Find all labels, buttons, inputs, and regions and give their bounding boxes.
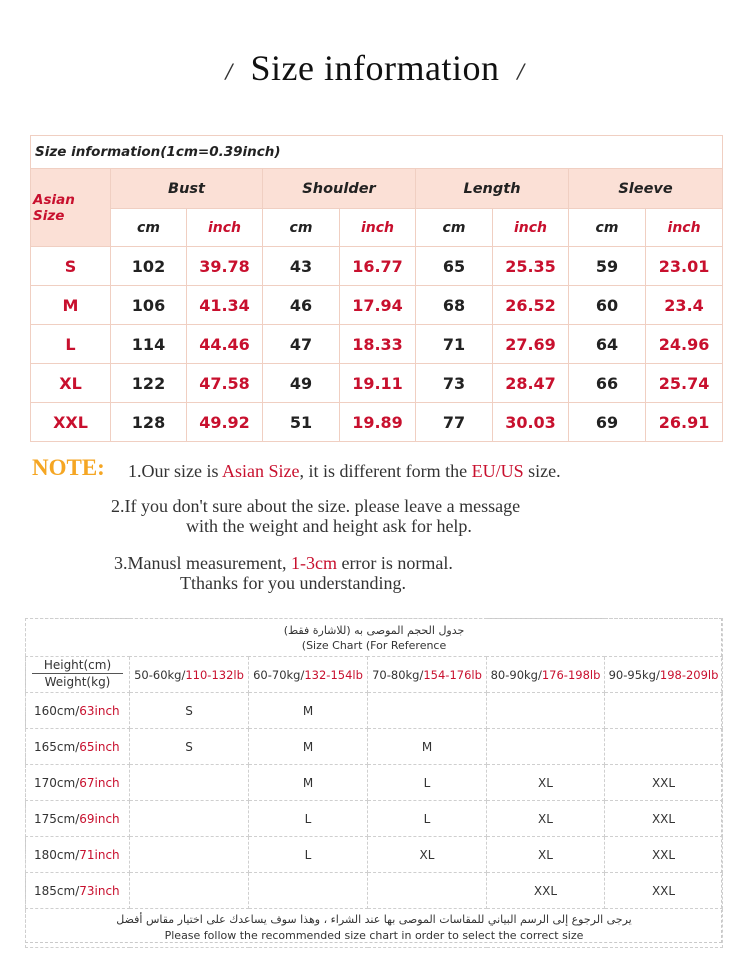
chart-cell: XL <box>487 765 605 801</box>
asian-size-header: Asian Size <box>31 169 111 247</box>
table-row <box>31 247 723 286</box>
chart-cell: XXL <box>487 873 605 909</box>
table-cell: 49 <box>263 364 340 403</box>
weight-kg: 50-60kg/ <box>134 667 186 682</box>
table-cell: 77 <box>416 403 493 442</box>
weight-lb: 154-176lb <box>423 667 482 682</box>
chart-cell: S <box>130 729 249 765</box>
unit-cm: cm <box>111 209 187 247</box>
table-cell: 24.96 <box>646 325 723 364</box>
chart-cell: L <box>368 801 487 837</box>
note-1-highlight: EU/US <box>471 461 524 481</box>
chart-cell <box>130 837 249 873</box>
chart-row <box>26 837 723 873</box>
weight-kg: 80-90kg/ <box>490 667 542 682</box>
table-cell: 27.69 <box>493 325 569 364</box>
table-cell: 66 <box>569 364 646 403</box>
table-row <box>31 403 723 442</box>
unit-cm: cm <box>569 209 646 247</box>
table-cell: 26.91 <box>646 403 723 442</box>
note-2-line-1: 2.If you don't sure about the size. please leave a message <box>111 496 521 516</box>
height-cell <box>26 693 130 729</box>
height-inch: 73inch <box>79 883 120 898</box>
unit-cm: cm <box>263 209 340 247</box>
chart-cell <box>487 729 605 765</box>
chart-cell: XXL <box>605 801 723 837</box>
chart-cell <box>605 729 723 765</box>
height-inch: 65inch <box>79 739 120 754</box>
table-cell: 19.89 <box>340 403 416 442</box>
table-cell: 30.03 <box>493 403 569 442</box>
table-cell: 59 <box>569 247 646 286</box>
title-slash-left: / <box>225 59 233 83</box>
chart-cell <box>368 693 487 729</box>
height-cell <box>26 873 130 909</box>
table-cell: 17.94 <box>340 286 416 325</box>
size-chart-title-arabic: جدول الحجم الموصى به (للاشارة فقط) <box>283 623 465 637</box>
chart-cell: L <box>249 801 368 837</box>
height-inch: 63inch <box>79 703 120 718</box>
row-size-label: XXL <box>31 403 111 442</box>
table-cell: 71 <box>416 325 493 364</box>
chart-cell: L <box>368 765 487 801</box>
size-table-caption: Size information(1cm=0.39inch) <box>31 136 723 169</box>
weight-kg: 60-70kg/ <box>253 667 305 682</box>
table-cell: 25.35 <box>493 247 569 286</box>
height-cm: 160cm/ <box>34 703 80 718</box>
row-size-label: M <box>31 286 111 325</box>
chart-cell <box>368 873 487 909</box>
height-cell <box>26 801 130 837</box>
weight-column-header <box>249 657 368 693</box>
table-cell: 106 <box>111 286 187 325</box>
unit-inch: inch <box>340 209 416 247</box>
table-cell: 128 <box>111 403 187 442</box>
table-cell: 41.34 <box>187 286 263 325</box>
height-cm: 185cm/ <box>34 883 80 898</box>
table-row <box>31 325 723 364</box>
table-cell: 51 <box>263 403 340 442</box>
note-label: NOTE: <box>32 455 105 480</box>
height-cell <box>26 729 130 765</box>
height-cm: 165cm/ <box>34 739 80 754</box>
height-label: Height(cm) <box>43 658 112 672</box>
size-chart-footer <box>26 909 723 948</box>
weight-lb: 110-132lb <box>185 667 244 682</box>
table-cell: 18.33 <box>340 325 416 364</box>
height-inch: 69inch <box>79 811 120 826</box>
chart-cell <box>130 801 249 837</box>
height-cell <box>26 837 130 873</box>
table-cell: 28.47 <box>493 364 569 403</box>
size-chart-title-english: (Size Chart (For Reference <box>301 638 447 652</box>
chart-cell: XL <box>368 837 487 873</box>
table-cell: 46 <box>263 286 340 325</box>
height-cm: 180cm/ <box>34 847 80 862</box>
table-row <box>31 286 723 325</box>
table-cell: 26.52 <box>493 286 569 325</box>
size-table <box>30 135 723 442</box>
weight-kg: 70-80kg/ <box>372 667 424 682</box>
note-3-highlight: 1-3cm <box>290 553 337 573</box>
row-size-label: S <box>31 247 111 286</box>
weight-lb: 198-209lb <box>659 667 719 682</box>
table-row <box>31 364 723 403</box>
row-size-label: L <box>31 325 111 364</box>
note-1 <box>128 461 561 482</box>
table-cell: 47.58 <box>187 364 263 403</box>
table-cell: 69 <box>569 403 646 442</box>
unit-cm: cm <box>416 209 493 247</box>
chart-cell: XXL <box>605 837 723 873</box>
table-cell: 49.92 <box>187 403 263 442</box>
note-1-text: 1.Our size is <box>128 461 222 481</box>
table-cell: 25.74 <box>646 364 723 403</box>
size-chart-table <box>25 618 723 948</box>
title-slash-right: / <box>517 59 525 83</box>
chart-cell <box>130 765 249 801</box>
chart-cell: M <box>249 765 368 801</box>
table-cell: 23.01 <box>646 247 723 286</box>
chart-cell: M <box>249 729 368 765</box>
weight-column-header <box>487 657 605 693</box>
table-cell: 47 <box>263 325 340 364</box>
table-cell: 39.78 <box>187 247 263 286</box>
unit-inch: inch <box>187 209 263 247</box>
note-2-line-2: with the weight and height ask for help. <box>186 516 472 536</box>
note-1-text: , it is different form the <box>299 461 472 481</box>
chart-cell: XL <box>487 837 605 873</box>
header-divider <box>32 673 123 674</box>
height-cell <box>26 765 130 801</box>
table-cell: 60 <box>569 286 646 325</box>
note-3-line-1 <box>114 553 453 574</box>
size-chart-title <box>26 619 723 657</box>
note-3-text: error is normal. <box>336 553 453 573</box>
unit-inch: inch <box>493 209 569 247</box>
weight-column-header <box>368 657 487 693</box>
table-cell: 122 <box>111 364 187 403</box>
chart-cell: XL <box>487 801 605 837</box>
chart-cell <box>487 693 605 729</box>
chart-cell <box>249 873 368 909</box>
table-cell: 19.11 <box>340 364 416 403</box>
chart-cell: S <box>130 693 249 729</box>
height-inch: 71inch <box>79 847 120 862</box>
chart-row <box>26 693 723 729</box>
chart-row <box>26 801 723 837</box>
chart-cell <box>605 693 723 729</box>
table-cell: 43 <box>263 247 340 286</box>
table-cell: 65 <box>416 247 493 286</box>
column-header-length: Length <box>416 169 569 209</box>
chart-cell: XXL <box>605 873 723 909</box>
weight-lb: 176-198lb <box>541 667 601 682</box>
chart-cell: XXL <box>605 765 723 801</box>
title-row <box>0 42 750 94</box>
row-size-label: XL <box>31 364 111 403</box>
unit-inch: inch <box>646 209 723 247</box>
note-1-text: size. <box>523 461 561 481</box>
height-cm: 175cm/ <box>34 811 80 826</box>
chart-cell: L <box>249 837 368 873</box>
table-cell: 23.4 <box>646 286 723 325</box>
column-header-bust: Bust <box>111 169 263 209</box>
table-cell: 44.46 <box>187 325 263 364</box>
table-cell: 16.77 <box>340 247 416 286</box>
table-cell: 114 <box>111 325 187 364</box>
chart-row <box>26 765 723 801</box>
weight-column-header <box>130 657 249 693</box>
table-cell: 64 <box>569 325 646 364</box>
table-cell: 68 <box>416 286 493 325</box>
height-weight-header <box>26 657 130 693</box>
weight-column-header <box>605 657 723 693</box>
footer-english: Please follow the recommended size chart in order to select the correct size <box>164 929 584 942</box>
weight-label: Weight(kg) <box>44 675 111 689</box>
chart-cell: M <box>368 729 487 765</box>
height-cm: 170cm/ <box>34 775 80 790</box>
table-cell: 102 <box>111 247 187 286</box>
weight-lb: 132-154lb <box>304 667 363 682</box>
note-3-text: 3.Manusl measurement, <box>114 553 291 573</box>
footer-arabic: يرجى الرجوع إلى الرسم البياني للمقاسات الموصى بها عند الشراء ، وهذا سوف يساعدك على اختيار مقاس أفضل <box>116 913 632 926</box>
column-header-sleeve: Sleeve <box>569 169 723 209</box>
chart-cell <box>130 873 249 909</box>
weight-kg: 90-95kg/ <box>608 667 660 682</box>
height-inch: 67inch <box>79 775 120 790</box>
chart-row <box>26 729 723 765</box>
page-title: Size information <box>250 48 500 88</box>
chart-cell: M <box>249 693 368 729</box>
note-3-line-2: Tthanks for you understanding. <box>180 573 406 593</box>
note-1-highlight: Asian Size <box>222 461 300 481</box>
table-cell: 73 <box>416 364 493 403</box>
chart-row <box>26 873 723 909</box>
column-header-shoulder: Shoulder <box>263 169 416 209</box>
